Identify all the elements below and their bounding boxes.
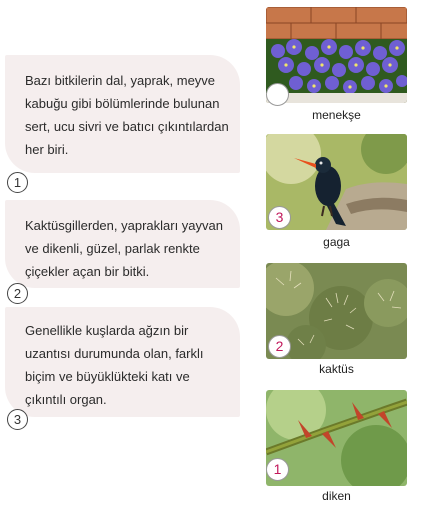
- definition-number-1: 1: [7, 172, 28, 193]
- definition-card-2: [5, 200, 240, 288]
- answer-circle-violet[interactable]: [266, 83, 289, 106]
- caption-bird: gaga: [323, 235, 350, 249]
- answer-circle-cactus[interactable]: 2: [268, 335, 291, 358]
- definition-card-1: [5, 55, 240, 173]
- definition-text-2: Kaktüsgillerden, yaprakları yayvan ve dikenli, güzel, parlak renkte çiçekler açan bir bitki.: [25, 218, 223, 279]
- definition-text-1: Bazı bitkilerin dal, yaprak, meyve kabuğu gibi bölümlerinde bulunan sert, ucu sivri ve batıcı çıkıntılardan her biri.: [25, 73, 229, 157]
- caption-violet: menekşe: [312, 108, 361, 122]
- caption-thorn: diken: [322, 489, 351, 503]
- definition-number-2: 2: [7, 283, 28, 304]
- caption-cactus: kaktüs: [319, 362, 354, 376]
- definition-card-3: [5, 307, 240, 417]
- answer-circle-thorn[interactable]: 1: [266, 458, 289, 481]
- answer-circle-bird[interactable]: 3: [268, 206, 291, 229]
- definition-number-3: 3: [7, 409, 28, 430]
- definition-text-3: Genellikle kuşlarda ağzın bir uzantısı durumunda olan, farklı biçim ve büyüklükteki katı ve çıkıntılı organ.: [25, 323, 204, 407]
